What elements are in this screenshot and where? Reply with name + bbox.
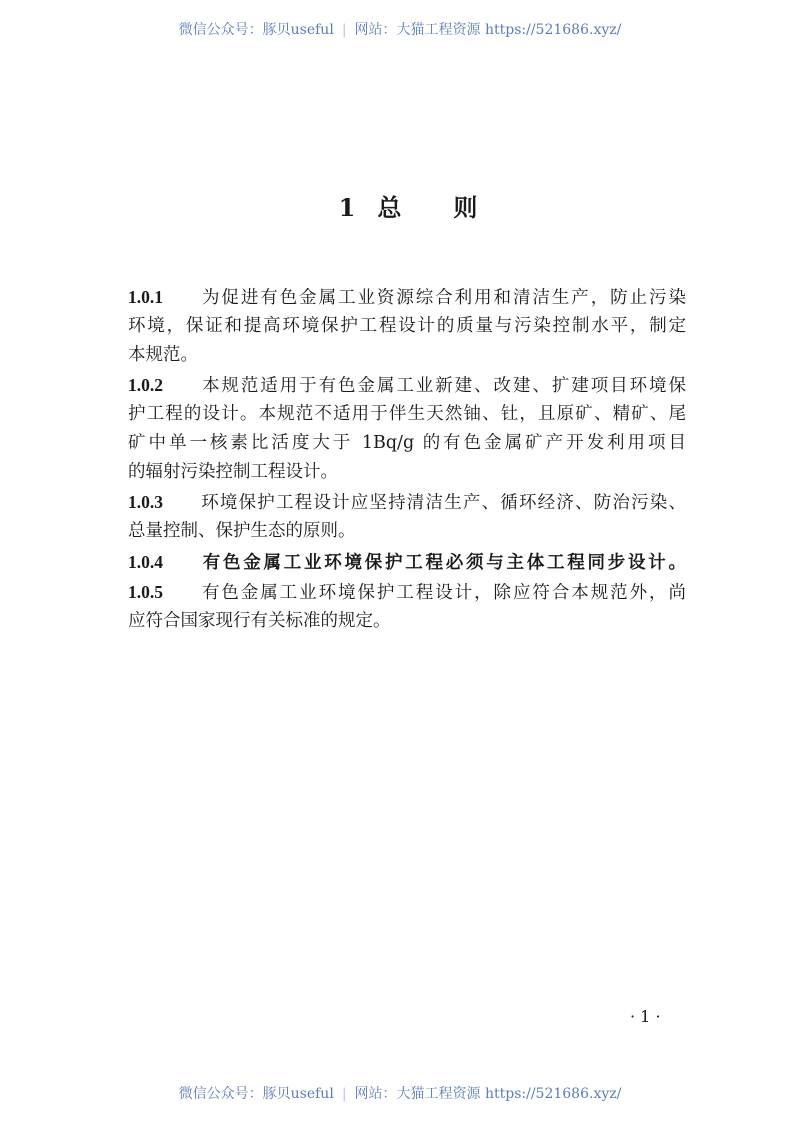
clause-text: 的辐射污染控制工程设计。 xyxy=(128,462,338,482)
clause-text: 环境保护工程设计应坚持清洁生产、循环经济、防治污染、 xyxy=(200,493,686,513)
watermark-separator: | xyxy=(341,22,347,38)
clause-text-line xyxy=(128,402,686,426)
chapter-title-word-1: 总 xyxy=(377,193,402,222)
clause-number: 1.0.5 xyxy=(128,582,163,602)
clause-number: 1.0.4 xyxy=(128,552,163,572)
clause-1-0-5-line xyxy=(128,580,686,604)
clause-number: 1.0.2 xyxy=(128,375,163,395)
clause-text-line xyxy=(128,314,686,338)
clause-text-mandatory: 有色金属工业环境保护工程必须与主体工程同步设计。 xyxy=(200,553,686,573)
clause-1-0-3-line xyxy=(128,490,686,514)
clause-text: 应符合国家现行有关标准的规定。 xyxy=(128,611,391,631)
watermark-footer xyxy=(0,1083,800,1103)
clause-text: 矿中单一核素比活度大于 1Bq/g 的有色金属矿产开发利用项目 xyxy=(128,433,686,453)
watermark-separator: | xyxy=(341,1086,347,1102)
clause-number: 1.0.1 xyxy=(128,287,163,307)
watermark-website: 网站：大猫工程资源 https://521686.xyz/ xyxy=(354,22,622,38)
clause-text: 有色金属工业环境保护工程设计，除应符合本规范外，尚 xyxy=(200,583,686,603)
clause-1-0-4-line xyxy=(128,550,686,574)
clause-text: 护工程的设计。本规范不适用于伴生天然铀、钍，且原矿、精矿、尾 xyxy=(128,404,686,424)
clause-text: 环境，保证和提高环境保护工程设计的质量与污染控制水平，制定 xyxy=(128,316,686,336)
clause-text-line xyxy=(128,343,686,367)
chapter-number: 1 xyxy=(338,193,356,222)
clause-text: 总量控制、保护生态的原则。 xyxy=(128,521,356,541)
clause-number: 1.0.3 xyxy=(128,492,163,512)
watermark-wechat: 微信公众号：豚贝useful xyxy=(178,1086,334,1102)
clause-text-line xyxy=(128,609,686,633)
chapter-title-word-2: 则 xyxy=(453,193,478,222)
clause-text: 为促进有色金属工业资源综合利用和清洁生产，防止污染 xyxy=(200,288,686,308)
watermark-wechat: 微信公众号：豚贝useful xyxy=(178,22,334,38)
clause-1-0-1-line xyxy=(128,285,686,309)
chapter-title xyxy=(0,188,800,223)
watermark-website: 网站：大猫工程资源 https://521686.xyz/ xyxy=(354,1086,622,1102)
clause-text-line xyxy=(128,519,686,543)
clause-text: 本规范。 xyxy=(128,345,198,365)
page-number: · 1 · xyxy=(630,1007,661,1026)
clause-1-0-2-line xyxy=(128,373,686,397)
clause-text-line xyxy=(128,460,686,484)
clause-text: 本规范适用于有色金属工业新建、改建、扩建项目环境保 xyxy=(200,376,686,396)
watermark-header xyxy=(0,19,800,39)
clause-text-line xyxy=(128,431,686,455)
